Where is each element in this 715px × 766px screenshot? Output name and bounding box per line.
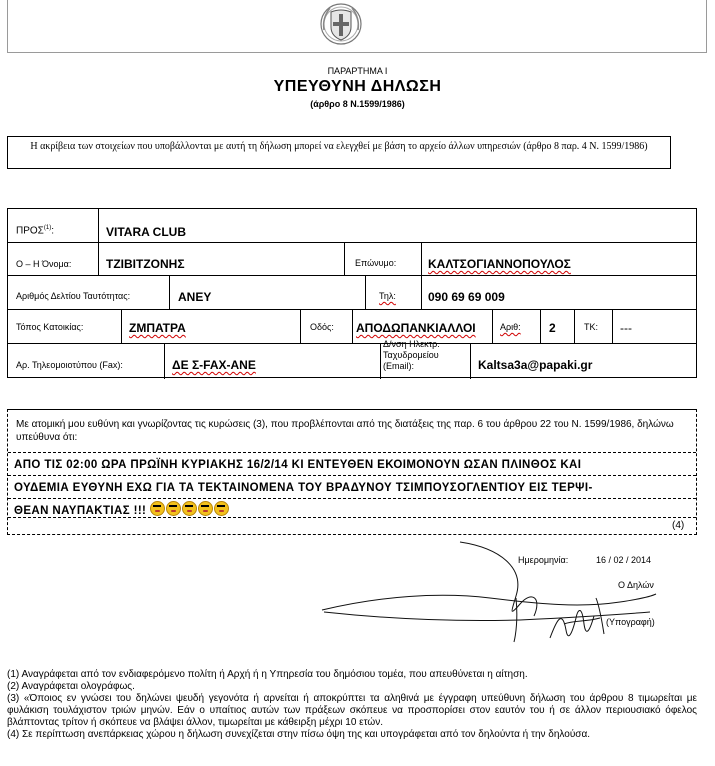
nerd-face-emoji-icon [150,505,230,517]
id-card-value: ΑΝΕΥ [178,290,212,304]
to-value: VITARA CLUB [106,225,186,239]
fax-value: ΔΕ Σ-FAX-ΑΝΕ [172,358,256,372]
number-label: Αριθ: [500,322,521,332]
statement-line-1: ΑΠΟ ΤΙΣ 02:00 ΩΡΑ ΠΡΩΪΝΗ ΚΥΡΙΑΚΗΣ 16/2/14 ΚΙ ΕΝΤΕΥΘΕΝ ΕΚΟΙΜΟΝΟΥΝ ΩΣΑΝ ΠΛΙΝΘΟΣ ΚΑΙ [14,459,582,471]
residence-label: Τόπος Κατοικίας: [16,322,84,332]
date-value: 16 / 02 / 2014 [596,555,652,565]
note-reference: (4) [672,520,685,531]
statement-line-2: ΟΥΔΕΜΙΑ ΕΥΘΥΝΗ ΕΧΩ ΓΙΑ ΤΑ ΤΕΚΤΑΙΝΟΜΕΝΑ ΤΟΥ ΒΡΑΔΥΝΟΥ ΤΣΙΜΠΟΥΣΟΓΛΕΝΤΙΟΥ ΕΙΣ ΤΕΡΨΙ- [14,482,593,494]
handwritten-signature-icon [320,538,660,650]
signature-label: (Υπογραφή) [606,617,655,627]
fax-label: Αρ. Τηλεομοιοτύπου (Fax): [16,360,123,370]
phone-label: Τηλ: [379,291,396,301]
footnote-3: (3) «Όποιος εν γνώσει του δηλώνει ψευδή γεγονότα ή αρνείται ή αποκρύπτει τα αληθινά με έγγραφη υπεύθυνη δήλωση του άρθρου 8 τιμωρείται με φυλάκιση τουλάχιστον τριών μηνών. Εάν ο υπαίτιος αυτών των πράξεων σκόπευε να προσπορίσει στον εαυτόν του ή σε άλλον περιουσιακό όφελος βλάπτοντας τρίτον ή σκόπευε να βλάψει άλλον, τιμωρείται με κάθειρξη μέχρι 10 ετών. [7,693,697,728]
firstname-label: Ο – Η Όνομα: [16,259,72,269]
declaration-intro: Με ατομική μου ευθύνη και γνωρίζοντας τις κυρώσεις (3), που προβλέπονται από της διατάξεις της παρ. 6 του άρθρου 22 του Ν. 1599/1986, δηλώνω υπεύθυνα ότι: [16,419,674,443]
declaration-line-separator [8,452,696,453]
date-label: Ημερομηνία: [518,555,569,565]
footnote-2: (2) Αναγράφεται ολογράφως. [7,681,135,692]
email-label: Δ/νση Ηλεκτρ. Ταχυδρομείου (Email): [383,339,440,371]
footnote-1: (1) Αναγράφεται από τον ενδιαφερόμενο πολίτη ή Αρχή ή η Υπηρεσία του δημόσιου τομέα, που απευθύνεται η αίτηση. [7,669,528,680]
annex-label: ΠΑΡΑΡΤΗΜΑ Ι [327,66,388,76]
residence-value: ΖΜΠΑΤΡΑ [129,321,186,335]
statement-line-3: ΘΕΑΝ ΝΑΥΠΑΚΤΙΑΣ !!! [14,500,694,523]
email-value: Kaltsa3a@papaki.gr [478,358,593,372]
declaration-statement [14,454,694,523]
phone-value: 090 69 69 009 [428,290,505,304]
verification-notice: Η ακρίβεια των στοιχείων που υποβάλλονται με αυτή τη δήλωση μπορεί να ελεγχθεί με βάση το αρχείο άλλων υπηρεσιών (άρθρο 8 παρ. 4 Ν. 1599/1986) [7,136,671,169]
footnote-4: (4) Σε περίπτωση ανεπάρκειας χώρου η δήλωση συνεχίζεται στην πίσω όψη της και υπογράφεται από τον δηλούντα ή την δηλούσα. [7,729,591,740]
personal-details-form [7,208,697,378]
street-value: ΑΠΟΔΩΠΑΝΚΙΑΛΛΟΙ [356,321,476,335]
footnotes [7,669,697,741]
street-label: Οδός: [310,322,334,332]
greek-coat-of-arms-icon [316,0,366,46]
zip-value: --- [620,321,632,335]
firstname-value: ΤΖΙΒΙΤΖΟΝΗΣ [106,257,185,271]
surname-label: Επώνυμο: [355,258,397,268]
law-article: (άρθρο 8 Ν.1599/1986) [310,99,405,109]
document-title: ΥΠΕΥΘΥΝΗ ΔΗΛΩΣΗ [273,78,442,95]
declarant-label: Ο Δηλών [618,580,654,590]
number-value: 2 [549,321,556,335]
surname-value: ΚΑΛΤΣΟΓΙΑΝΝΟΠΟΥΛΟΣ [428,257,571,271]
id-card-label: Αριθμός Δελτίου Ταυτότητας: [16,291,131,301]
to-label: ΠΡΟΣ$^{(1)}$: [16,225,54,237]
zip-label: ΤΚ: [584,322,599,332]
